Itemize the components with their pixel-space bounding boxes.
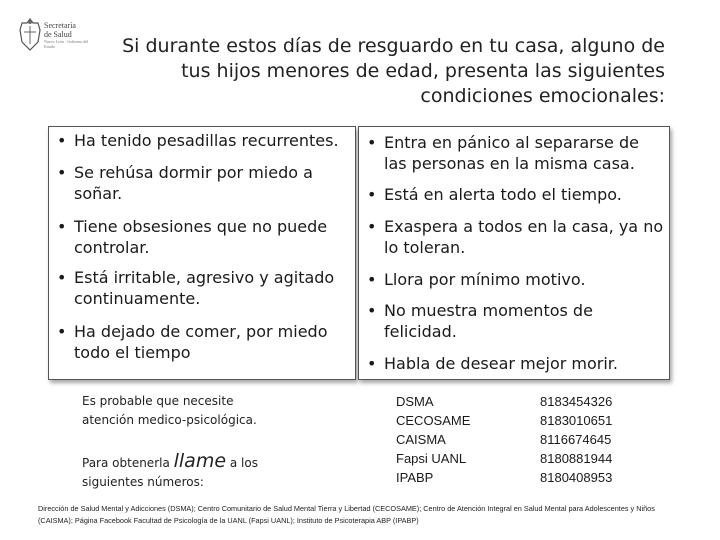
call-note-pre: Para obtenerla [82,456,174,470]
list-item: • Ha tenido pesadillas recurrentes. [57,130,351,151]
footer-abbreviations: Dirección de Salud Mental y Adicciones (DSMA); Centro Comunitario de Salud Mental Tierra y Libertad (CECOSAME); Centro de Atención Integral en Salud Mental para Adolescentes y Niños (CAISMA); Página Facebook Facultad de Psicología de la UANL (Fapsi UANL); Instituto de Psicoterapia ABP (IPABP) [38,504,655,525]
call-note-emphasis: llame [173,450,227,472]
contact-row [396,430,676,449]
contact-name: Fapsi UANL [396,451,467,466]
contact-row [396,449,676,468]
secretaria-salud-logo [18,18,98,58]
contact-number: 8183010651 [540,413,613,428]
contact-number: 8180408953 [540,470,613,485]
logo-line2: de Salud [44,30,72,39]
list-item: • Exaspera a todos en la casa, ya no lo toleran. [367,216,665,258]
contact-row [396,392,676,411]
coat-of-arms-icon [18,18,42,52]
contact-name: CECOSAME [396,413,471,428]
contact-name: CAISMA [396,432,446,447]
left-conditions-box [48,126,356,380]
list-item: • Se rehúsa dormir por miedo a soñar. [57,162,351,204]
list-item: • Está irritable, agresivo y agitado continuamente. [57,267,351,309]
page-title: Si durante estos días de resguardo en tu casa, alguno de tus hijos menores de edad, presenta las siguientes condiciones emocionales: [122,35,665,107]
attention-note: Es probable que necesite atención medico-psicológica. [82,394,257,427]
logo-line1: Secretaría [44,21,76,30]
call-note-post: a los siguientes números: [82,456,258,489]
list-item: • Ha dejado de comer, por miedo todo el tiempo [57,321,351,363]
list-item: • Tiene obsesiones que no puede controlar. [57,216,351,258]
contact-row [396,468,676,487]
list-item: • Llora por mínimo motivo. [367,269,665,290]
list-item: • No muestra momentos de felicidad. [367,300,665,342]
contact-row [396,411,676,430]
contact-name: DSMA [396,394,434,409]
contact-number: 8183454326 [540,394,613,409]
contacts-list [396,392,676,487]
list-item: • Habla de desear mejor morir. [367,353,665,374]
contact-number: 8180881944 [540,451,613,466]
logo-line3: Nuevo León · Gobierno del Estado [44,39,89,49]
contact-number: 8116674645 [540,432,612,447]
right-conditions-box [358,126,670,380]
list-item: • Entra en pánico al separarse de las personas en la misma casa. [367,132,665,174]
call-note [82,452,282,492]
contact-name: IPABP [396,470,434,485]
list-item: • Está en alerta todo el tiempo. [367,184,665,205]
